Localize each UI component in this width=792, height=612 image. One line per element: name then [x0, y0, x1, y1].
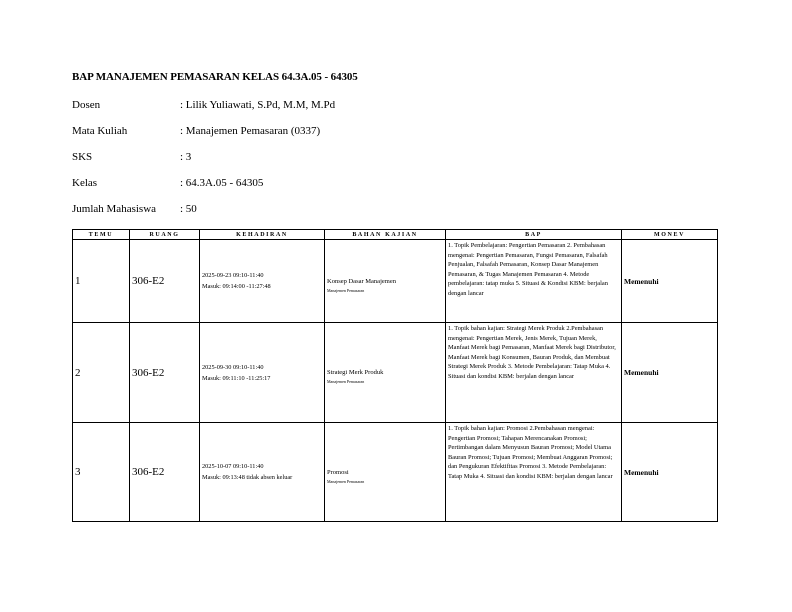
header-monev: MONEV [622, 230, 718, 240]
masuk-text: Masuk: 09:11:10 -11:25:17 [202, 374, 271, 382]
info-label: SKS [72, 151, 93, 163]
cell-bap: 1. Topik Pembelajaran: Pengertian Pemasaran 2. Pembahasan mengenai: Pengertian Pemasaran, Fungsi Pemasaran, Falsafah Penjualan, Falsafah Pemasaran, Konsep Dasar Manajemen Pemasaran, & Tugas Manajemen Pemasaran 4. Metode pembelajaran: tatap muka 5. Situasi & Kondisi KBM: berjalan dengan lancar [446, 240, 622, 323]
info-value: : 64.3A.05 - 64305 [180, 177, 264, 189]
header-kehadiran: KEHADIRAN [200, 230, 325, 240]
table-header-row [73, 230, 718, 240]
table-row [73, 423, 718, 522]
cell-temu: 2 [73, 323, 130, 423]
header-bahan-kajian: BAHAN KAJIAN [325, 230, 446, 240]
bahan-title: Strategi Merk Produk [327, 369, 384, 376]
cell-temu: 3 [73, 423, 130, 522]
masuk-text: Masuk: 09:13:48 tidak absen keluar [202, 474, 293, 481]
table-row [73, 240, 718, 323]
info-label: Kelas [72, 177, 98, 189]
bahan-title: Promosi [327, 468, 349, 476]
cell-kehadiran [200, 240, 325, 323]
cell-kehadiran [200, 423, 325, 522]
info-value: : Lilik Yuliawati, S.Pd, M.M, M.Pd [180, 99, 336, 111]
cell-monev: Memenuhi [622, 323, 718, 423]
jadwal-text: 2025-10-07 09:10-11:40 [202, 463, 264, 470]
info-value: : Manajemen Pemasaran (0337) [180, 125, 321, 137]
cell-bahan-kajian [325, 323, 446, 423]
info-label: Jumlah Mahasiswa [72, 203, 157, 215]
header-temu: TEMU [73, 230, 130, 240]
bahan-subtitle: Manajemen Pemasaran [327, 287, 365, 293]
bap-table [72, 229, 718, 522]
bahan-subtitle: Manajemen Pemasaran [327, 379, 365, 384]
cell-kehadiran [200, 323, 325, 423]
info-label: Dosen [72, 99, 101, 111]
jadwal-text: 2025-09-23 09:10-11:40 [202, 272, 264, 279]
header-ruang: RUANG [130, 230, 200, 240]
cell-ruang: 306-E2 [130, 423, 200, 522]
cell-bap: 1. Topik bahan kajian: Strategi Merek Produk 2.Pembahasan mengenai: Pengertian Merek, Jenis Merek, Tujuan Merek, Manfaat Merek bagi Pemasaran, Manfaat Merek bagi Distributor, Manfaat Merek bagi Konsumen, Bauran Produk, dan Membuat Strategi Merek Produk 3. Metode Pembelajaran: Tatap Muka 4. Situasi dan kondisi KBM: berjalan dengan lancar [446, 323, 622, 423]
bahan-subtitle: Manajemen Pemasaran [327, 478, 365, 484]
cell-temu: 1 [73, 240, 130, 323]
header-bap: BAP [446, 230, 622, 240]
cell-bahan-kajian [325, 240, 446, 323]
info-value: : 50 [180, 203, 197, 215]
cell-bahan-kajian [325, 423, 446, 522]
table-row [73, 323, 718, 423]
info-value: : 3 [180, 151, 192, 163]
cell-monev: Memenuhi [622, 423, 718, 522]
masuk-text: Masuk: 09:14:00 -11:27:48 [202, 283, 271, 290]
cell-monev: Memenuhi [622, 240, 718, 323]
bahan-title: Konsep Dasar Manajemen [327, 277, 396, 285]
cell-bap: 1. Topik bahan kajian: Promosi 2.Pembahasan mengenai: Pengertian Promosi; Tahapan Merencanakan Promosi; Pertimbangan dalam Menyusun Bauran Promosi; Model Utama Bauran Promosi; Tujuan Promosi; Membuat Anggaran Promosi; dan Pengukuran Efektifitas Promosi 3. Metode Pembelajaran: Tatap Muka 4. Situasi dan kondisi KBM: berjalan dengan lancar [446, 423, 622, 522]
jadwal-text: 2025-09-30 09:10-11:40 [202, 363, 264, 371]
cell-ruang: 306-E2 [130, 240, 200, 323]
info-label: Mata Kuliah [72, 125, 128, 137]
document-title: BAP MANAJEMEN PEMASARAN KELAS 64.3A.05 - 64305 [72, 71, 358, 83]
cell-ruang: 306-E2 [130, 323, 200, 423]
